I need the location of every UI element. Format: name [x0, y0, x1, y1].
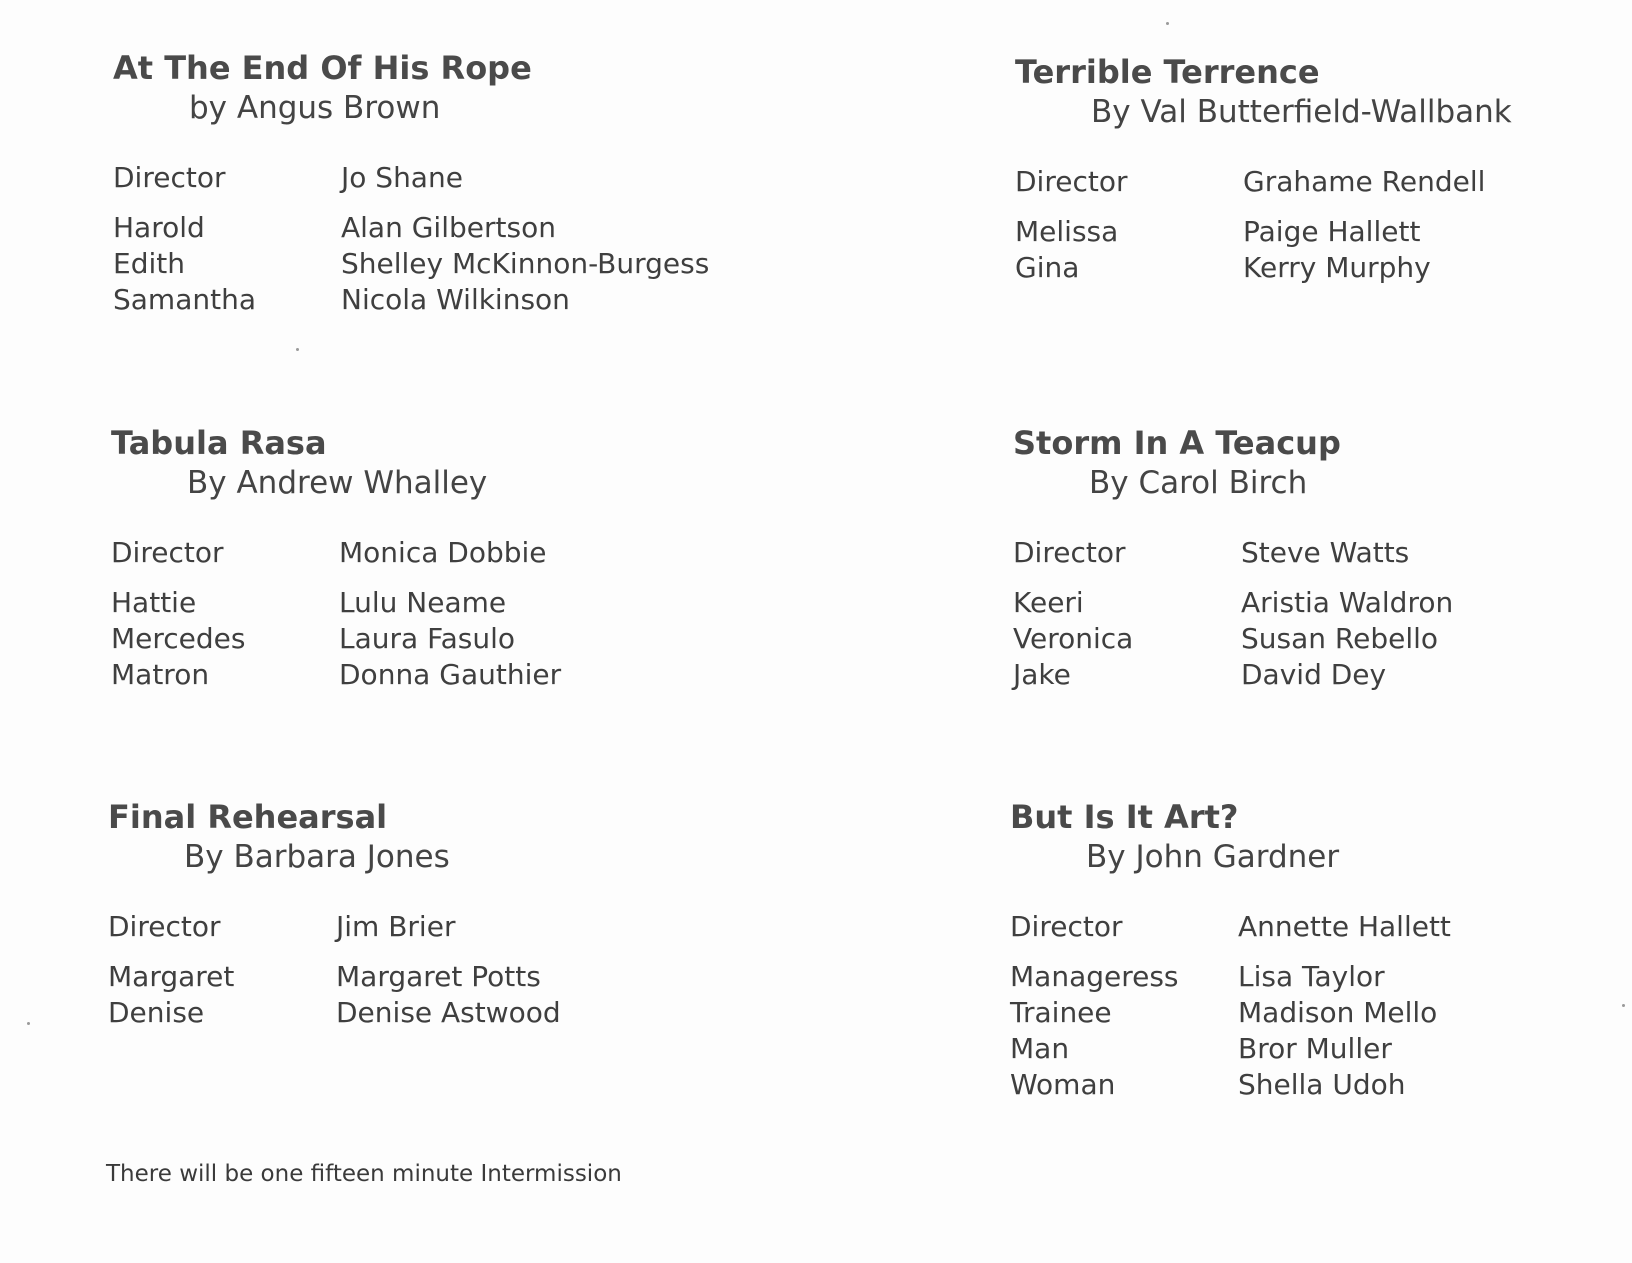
actor-name: Nicola Wilkinson: [341, 283, 570, 316]
play-author: By Andrew Whalley: [187, 465, 488, 501]
cast-row: [111, 585, 561, 621]
cast-row: [1015, 250, 1512, 286]
role-name: Man: [1010, 1032, 1070, 1065]
actor-name: Lulu Neame: [339, 586, 507, 619]
scan-speck: [27, 1022, 30, 1025]
director-name: Grahame Rendell: [1243, 165, 1486, 198]
role-name: Harold: [113, 211, 205, 244]
role-name: Gina: [1015, 251, 1080, 284]
actor-name: Paige Hallett: [1243, 215, 1421, 248]
scan-speck: [296, 348, 299, 351]
actor-name: Susan Rebello: [1241, 622, 1439, 655]
play-block: [108, 797, 561, 1031]
play-title: But Is It Art?: [1010, 798, 1239, 836]
play-block: [1015, 52, 1512, 286]
actor-name: Bror Muller: [1238, 1032, 1392, 1065]
play-block: [111, 423, 561, 693]
director-label: Director: [1015, 165, 1128, 198]
play-author: By Val Butterfield-Wallbank: [1091, 94, 1512, 130]
play-author: By Carol Birch: [1089, 465, 1308, 501]
cast-row: [1010, 995, 1451, 1031]
role-name: Keeri: [1013, 586, 1084, 619]
role-name: Melissa: [1015, 215, 1119, 248]
director-row: [1013, 535, 1453, 571]
director-row: [108, 909, 561, 945]
play-author: By Barbara Jones: [184, 839, 450, 875]
scan-speck: [1622, 1004, 1625, 1007]
cast-row: [1013, 585, 1453, 621]
play-block: [1010, 797, 1451, 1103]
actor-name: Shelley McKinnon-Burgess: [341, 247, 710, 280]
actor-name: Kerry Murphy: [1243, 251, 1431, 284]
cast-row: [108, 959, 561, 995]
director-name: Steve Watts: [1241, 536, 1410, 569]
play-title: Final Rehearsal: [108, 798, 388, 836]
role-name: Jake: [1013, 658, 1071, 691]
role-name: Edith: [113, 247, 185, 280]
actor-name: David Dey: [1241, 658, 1387, 691]
actor-name: Shella Udoh: [1238, 1068, 1406, 1101]
cast-row: [108, 995, 561, 1031]
cast-row: [1010, 1031, 1451, 1067]
actor-name: Alan Gilbertson: [341, 211, 556, 244]
intermission-note: There will be one fifteen minute Intermission: [106, 1161, 622, 1187]
play-author: by Angus Brown: [189, 90, 441, 126]
director-row: [1010, 909, 1451, 945]
role-name: Samantha: [113, 283, 256, 316]
cast-list: [113, 210, 709, 318]
play-block: [113, 48, 709, 318]
cast-row: [1010, 959, 1451, 995]
cast-list: [111, 585, 561, 693]
cast-row: [113, 210, 709, 246]
director-name: Annette Hallett: [1238, 910, 1451, 943]
actor-name: Denise Astwood: [336, 996, 561, 1029]
director-row: [1015, 164, 1512, 200]
director-label: Director: [1013, 536, 1126, 569]
role-name: Woman: [1010, 1068, 1116, 1101]
cast-row: [113, 246, 709, 282]
scan-speck: [1166, 22, 1169, 25]
actor-name: Lisa Taylor: [1238, 960, 1385, 993]
director-label: Director: [108, 910, 221, 943]
cast-row: [111, 657, 561, 693]
actor-name: Madison Mello: [1238, 996, 1438, 1029]
director-label: Director: [1010, 910, 1123, 943]
role-name: Manageress: [1010, 960, 1179, 993]
actor-name: Aristia Waldron: [1241, 586, 1454, 619]
play-title: Storm In A Teacup: [1013, 424, 1341, 462]
play-title: Tabula Rasa: [111, 424, 327, 462]
director-name: Monica Dobbie: [339, 536, 547, 569]
director-row: [113, 160, 709, 196]
cast-row: [111, 621, 561, 657]
cast-row: [1013, 621, 1453, 657]
role-name: Mercedes: [111, 622, 246, 655]
cast-row: [1015, 214, 1512, 250]
role-name: Trainee: [1010, 996, 1112, 1029]
cast-row: [1013, 657, 1453, 693]
play-author: By John Gardner: [1086, 839, 1340, 875]
actor-name: Laura Fasulo: [339, 622, 516, 655]
director-row: [111, 535, 561, 571]
cast-row: [1010, 1067, 1451, 1103]
cast-list: [1010, 959, 1451, 1103]
role-name: Margaret: [108, 960, 235, 993]
role-name: Denise: [108, 996, 205, 1029]
actor-name: Donna Gauthier: [339, 658, 562, 691]
play-block: [1013, 423, 1453, 693]
cast-list: [108, 959, 561, 1031]
cast-row: [113, 282, 709, 318]
role-name: Veronica: [1013, 622, 1134, 655]
role-name: Matron: [111, 658, 210, 691]
actor-name: Margaret Potts: [336, 960, 541, 993]
director-name: Jo Shane: [341, 161, 463, 194]
director-label: Director: [113, 161, 226, 194]
director-name: Jim Brier: [336, 910, 456, 943]
play-title: Terrible Terrence: [1015, 53, 1320, 91]
director-label: Director: [111, 536, 224, 569]
cast-list: [1013, 585, 1453, 693]
play-title: At The End Of His Rope: [113, 49, 532, 87]
role-name: Hattie: [111, 586, 197, 619]
cast-list: [1015, 214, 1512, 286]
